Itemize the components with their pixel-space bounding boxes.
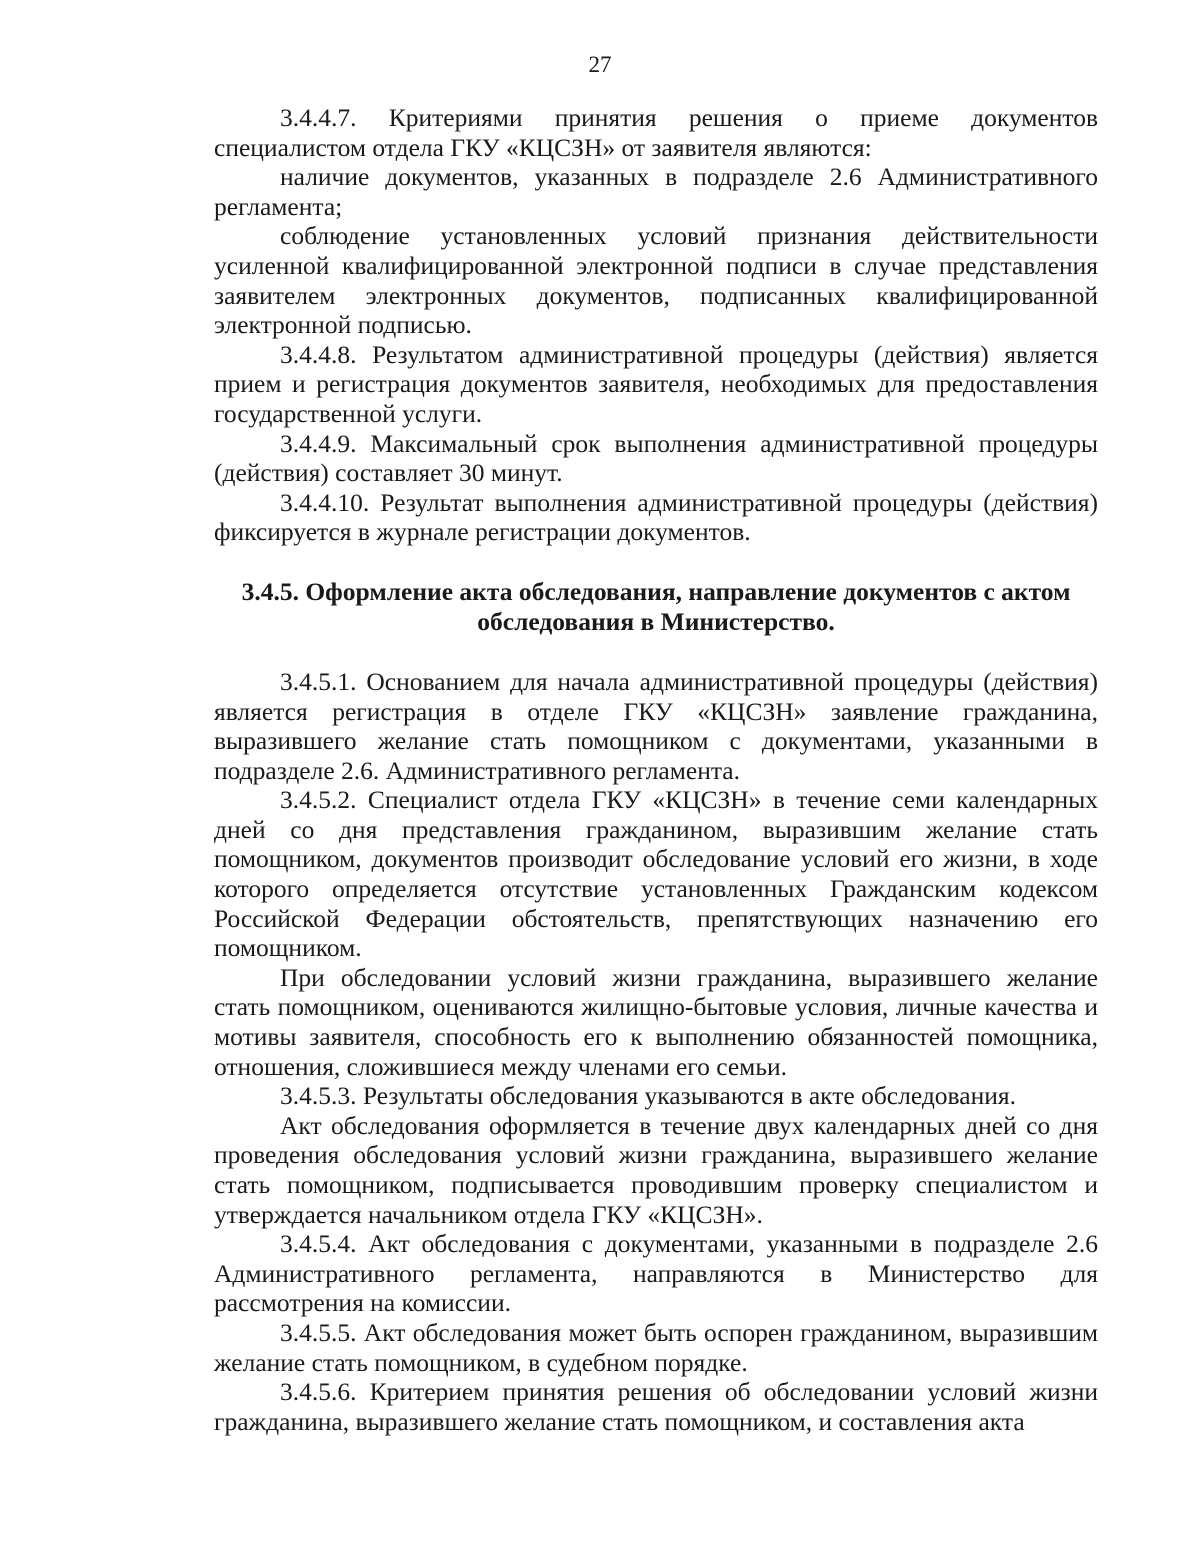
paragraph-3-4-4-8: 3.4.4.8. Результатом административной процедуры (действия) является прием и регистрация документов заявителя, необходимых для предоставления государственной услуги.	[214, 339, 1098, 428]
paragraph-3-4-5-5: 3.4.5.5. Акт обследования может быть оспорен гражданином, выразившим желание стать помощником, в судебном порядке.	[214, 1317, 1098, 1377]
paragraph-3-4-5-6: 3.4.5.6. Критерием принятия решения об обследовании условий жизни гражданина, выразившего желание стать помощником, и составления акта	[214, 1377, 1098, 1436]
document-body	[214, 103, 1098, 1436]
paragraph-3-4-4-9: 3.4.4.9. Максимальный срок выполнения административной процедуры (действия) составляет 30 минут.	[214, 428, 1098, 488]
paragraph-3-4-5-1: 3.4.5.1. Основанием для начала административной процедуры (действия) является регистрация в отделе ГКУ «КЦСЗН» заявление гражданина, выразившего желание стать помощником с документами, указанными в подразделе 2.6. Административного регламента.	[214, 666, 1098, 785]
paragraph-3-4-4-7: 3.4.4.7. Критериями принятия решения о приеме документов специалистом отдела ГКУ «КЦСЗН» от заявителя являются:	[214, 103, 1098, 162]
paragraph-act-preparation: Акт обследования оформляется в течение двух календарных дней со дня проведения обследования условий жизни гражданина, выразившего желание стать помощником, подписывается проводившим проверку специалистом и утверждается начальником отдела ГКУ «КЦСЗН».	[214, 1110, 1098, 1229]
paragraph-3-4-5-3: 3.4.5.3. Результаты обследования указываются в акте обследования.	[280, 1081, 1016, 1111]
paragraph-criterion-documents: наличие документов, указанных в подразделе 2.6 Административного регламента;	[214, 162, 1098, 221]
paragraph-3-4-5-4: 3.4.5.4. Акт обследования с документами, указанными в подразделе 2.6 Административного регламента, направляются в Министерство для рассмотрения на комиссии.	[214, 1229, 1098, 1318]
paragraph-3-4-4-10: 3.4.4.10. Результат выполнения административной процедуры (действия) фиксируется в журнале регистрации документов.	[214, 487, 1098, 547]
paragraph-inspection-conditions: При обследовании условий жизни гражданина, выразившего желание стать помощником, оцениваются жилищно-бытовые условия, личные качества и мотивы заявителя, способность его к выполнению обязанностей помощника, отношения, сложившиеся между членами его семьи.	[214, 962, 1098, 1081]
paragraph-3-4-5-2: 3.4.5.2. Специалист отдела ГКУ «КЦСЗН» в течение семи календарных дней со дня представления гражданином, выразившим желание стать помощником, документов производит обследование условий его жизни, в ходе которого определяется отсутствие установленных Гражданским кодексом Российской Федерации обстоятельств, препятствующих назначению его помощником.	[214, 785, 1098, 963]
section-heading-3-4-5: 3.4.5. Оформление акта обследования, направление документов с актом обследования в Министерство.	[241, 576, 1071, 636]
page-number: 27	[588, 52, 612, 77]
paragraph-criterion-signature: соблюдение установленных условий признания действительности усиленной квалифицированной электронной подписи в случае представления заявителем электронных документов, подписанных квалифицированной электронной подписью.	[214, 221, 1098, 340]
